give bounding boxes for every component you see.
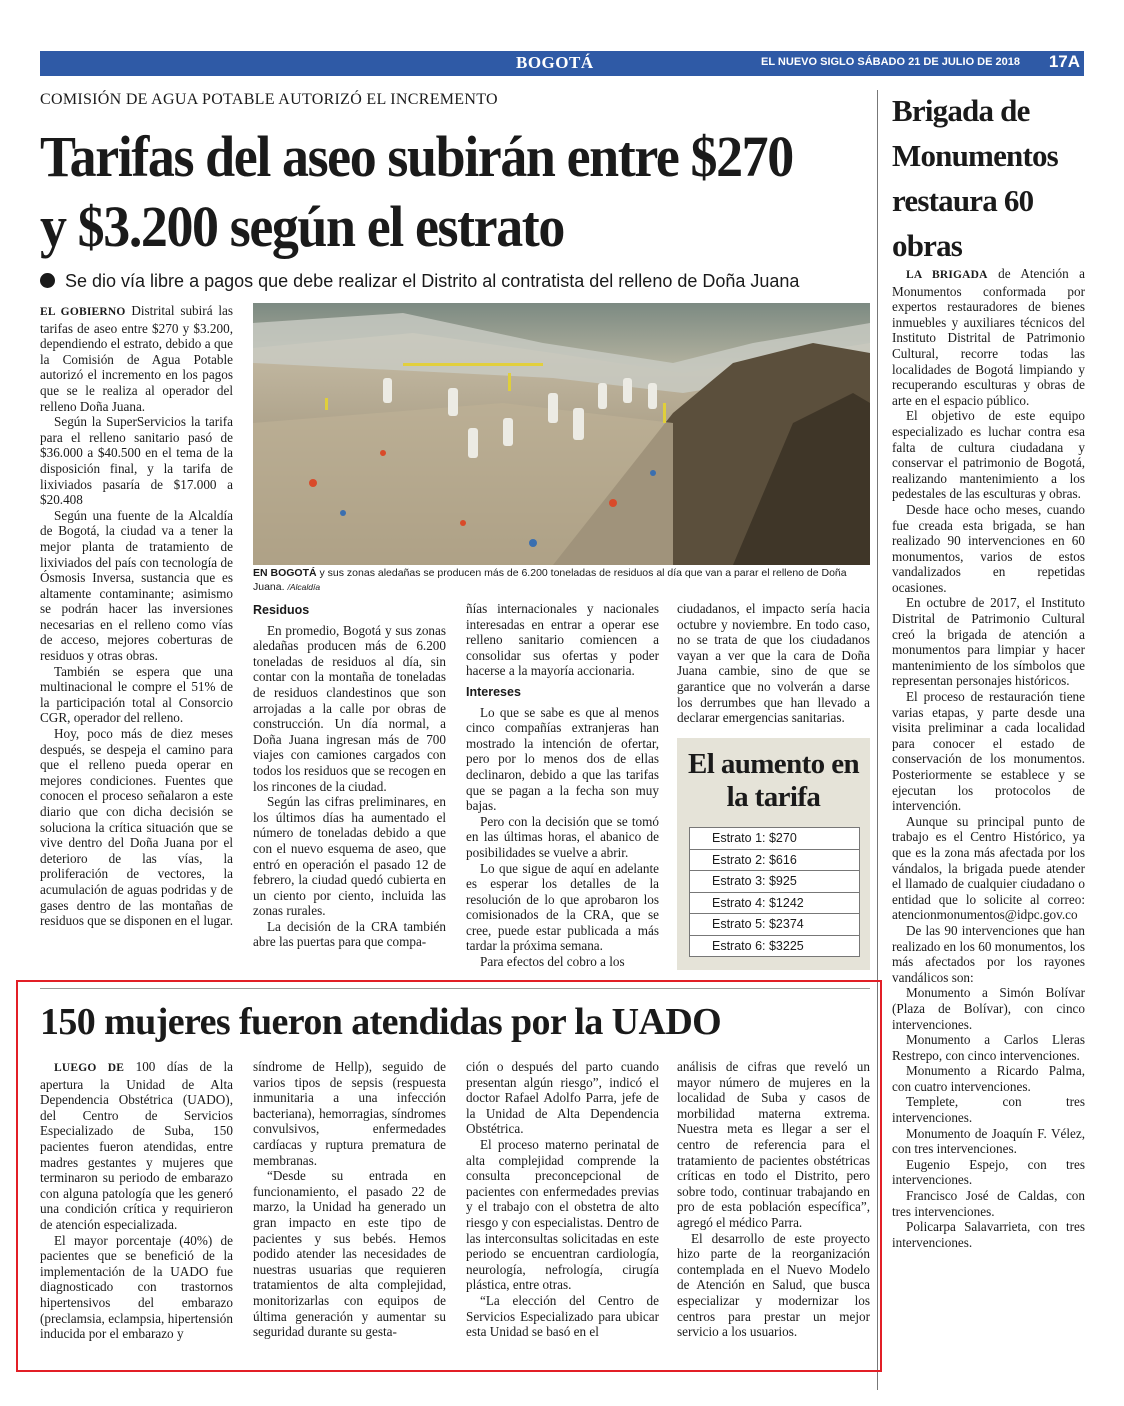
paragraph: ción o después del parto cuando presentan algún riesgo”, indicó el doctor Rafael Adolfo Parra, jefe de la Unidad de Alta Dependencia Obstétrica. — [466, 1059, 659, 1137]
paragraph: El proceso de restauración tiene varias etapas, y parte desde una visita preliminar a cada localidad para conocer el estado de conservación de los monumentos. Posteriormente se establece y se ejecutan los protocolos de intervención. — [892, 689, 1085, 814]
table-cell: Estrato 5: $2374 — [690, 914, 860, 936]
subheading: Residuos — [253, 603, 310, 617]
paragraph: síndrome de Hellp), seguido de varios tipos de sepsis (respuesta inmunitaria a una infección bacteriana), hemorragias, síndromes convulsivos, enfermedades cardíacas y ruptura prematura de membranas. — [253, 1059, 446, 1168]
paragraph: De las 90 intervenciones que han realizado en los 60 monumentos, los más afectados por los rayones vandálicos son: — [892, 922, 1085, 985]
paragraph: Monumento de Joaquín F. Vélez, con tres intervenciones. — [892, 1125, 1085, 1157]
paragraph: Según la SuperServicios la tarifa para el relleno sanitario pasó de $36.000 a $40.500 en el tema de la disposición final, y la tarifa de lixiviados pasaría de $17.000 a $20.408 — [40, 414, 233, 508]
paragraph: Francisco José de Caldas, con tres intervenciones. — [892, 1188, 1085, 1219]
table-row — [690, 849, 860, 871]
paragraph: Lo que se sabe es que al menos cinco compañías extranjeras han mostrado la intención de ofertar, pero por lo menos dos de ellas declinaron, debido a que las tarifas que se pagan a la fecha son muy bajas. — [466, 704, 659, 814]
paragraph: Lo que sigue de aquí en adelante es esperar los detalles de la resolución de lo que aprobaron los comisionados de la CRA, que se cree, puede estar publicada a más tardar la próxima semana. — [466, 860, 659, 954]
paragraph: También se espera que una multinacional le compre el 51% de la participación total al Consorcio CGR, operador del relleno. — [40, 663, 233, 726]
paragraph: Según las cifras preliminares, en los últimos días ha aumentado el número de toneladas debido a que con el nuevo esquema de aseo, que entró en operación el pasado 12 de febrero, la ciudad quedó cubierta en un ciento por ciento, incluida las zonas rurales. — [253, 794, 446, 919]
table-row — [690, 871, 860, 893]
section-name: BOGOTÁ — [516, 53, 594, 72]
infobox-title: El aumento en la tarifa — [687, 748, 860, 813]
side-story-headline: Brigada de Monumentos restaura 60 obras — [892, 93, 1058, 263]
paragraph: Templete, con tres intervenciones. — [892, 1094, 1085, 1126]
paragraph: Eugenio Espejo, con tres intervenciones. — [892, 1156, 1085, 1188]
paragraph: Pero con la decisión que se tomó en las últimas horas, el abanico de posibilidades se vuelve a abrir. — [466, 813, 659, 860]
lead-in: EL GOBIERNO — [40, 306, 126, 318]
paragraph: análisis de cifras que reveló un mayor número de mujeres en la localidad de Suba y casos de morbilidad materna extrema. Nuestra meta es llegar a ser el centro de referencia para el tratamiento de pacientes obstétricas críticas en todo el Distrito, pero sobre todo, continuar trabajando en pro de esta población específica”, agregó el médico Parra. — [677, 1059, 870, 1230]
paragraph: Para efectos del cobro a los — [480, 954, 625, 970]
paragraph: El proceso materno perinatal de alta complejidad comprende la consulta preconcepcional de pacientes con enfermedades previas y el trabajo con el obstetra de alto riesgo y con especialistas. Dentro de las interconsultas solicitadas en este periodo se encuentran cardiología, neurología, nefrología, cirugía plástica, entre otras. — [466, 1136, 659, 1293]
subhead-text: Se dio vía libre a pagos que debe realizar el Distrito al contratista del relleno de Doña Juana — [65, 271, 800, 291]
paragraph: “Desde su entrada en funcionamiento, el pasado 22 de marzo, la Unidad ha generado un gran impacto en este tipo de pacientes y sus bebés. Hemos podido atender las necesidades de nuestras usuarias que requieren tratamientos de alta complejidad, monitorizarlas con equipos de última generación y aumentar su seguridad durante su gesta- — [253, 1168, 446, 1340]
paragraph: En promedio, Bogotá y sus zonas aledañas producen más de 6.200 toneladas de residuos al día, sin contar con la montaña de toneladas de residuos clandestinos que son arrojadas a la calle por obras de construcción. Un día normal, a Doña Juana ingresan más de 700 viajes con camiones cargados con todos los residuos que se recogen en los rincones de la ciudad. — [253, 622, 446, 794]
newspaper-folio: EL NUEVO SIGLO SÁBADO 21 DE JULIO DE 2018 — [761, 56, 1020, 68]
main-headline: Tarifas del aseo subirán entre $270 y $3.200 según el estrato — [40, 124, 793, 259]
paragraph: ñías internacionales y nacionales interesadas en entrar a operar ese relleno sanitario comiencen a consolidar sus ofertas y poder hacerse a la mayoría accionaria. — [466, 601, 659, 679]
paragraph: ciudadanos, el impacto sería hacia octubre y noviembre. En todo caso, no se trata de que los ciudadanos vayan a ver que la cara de Doña Juana cambie, sino de que se garantice que no volverán a darse los derrumbes que han llevado a declarar emergencias sanitarias. — [677, 601, 870, 726]
table-cell: Estrato 3: $925 — [690, 871, 860, 893]
uado-column-1 — [40, 1059, 233, 1359]
paragraph: EL GOBIERNO Distrital subirá las tarifas de aseo entre $270 y $3.200, dependiendo el estrato, debido a que la Comisión de Agua Potable autorizó el incremento en los pagos que se le realiza al operador del relleno Doña Juana. — [40, 303, 233, 414]
paragraph: Monumento a Carlos Lleras Restrepo, con cinco intervenciones. — [892, 1032, 1085, 1063]
paragraph: Hoy, poco más de diez meses después, se despeja el camino para que el relleno pueda operar en mejores condiciones. Fuentes que conocen el proceso señalaron a este diario que con dicha decisión se soluciona la crítica situación que se vive dentro del Doña Juana por el deterioro de las vías, la proliferación de vectores, la acumulación de aguas podridas y de gases dentro de las montañas de residuos que se disponen en el lugar. — [40, 726, 233, 929]
lead-in: LA BRIGADA — [906, 269, 988, 281]
table-cell: Estrato 6: $3225 — [690, 935, 860, 957]
story-kicker: COMISIÓN DE AGUA POTABLE AUTORIZÓ EL INCREMENTO — [40, 91, 498, 108]
uado-column-3 — [466, 1059, 659, 1359]
main-story-column-1 — [40, 303, 233, 975]
landfill-photo-image — [253, 303, 870, 565]
paragraph: Monumento a Simón Bolívar (Plaza de Bolívar), con cinco intervenciones. — [892, 985, 1085, 1032]
tariff-table — [689, 827, 860, 957]
story-separator — [40, 988, 870, 989]
paragraph: LUEGO DE 100 días de la apertura la Unidad de Alta Dependencia Obstétrica (UADO), del Centro de Servicios Especializado de Suba, 150 pacientes fueron atendidas, entre madres gestantes y mujeres que terminaron su periodo de embarazo con alguna patología que les generó una condición crítica y requirieron de atención especializada. — [40, 1059, 233, 1232]
table-row — [690, 892, 860, 914]
paragraph: “La elección del Centro de Servicios Especializado para ubicar esta Unidad se basó en el — [466, 1292, 659, 1340]
table-row — [690, 828, 860, 850]
landfill-photo — [253, 303, 870, 565]
uado-column-2 — [253, 1059, 446, 1359]
paragraph: Aunque su principal punto de trabajo es el Centro Histórico, ya que es la zona más afectada por los vándalos, la brigada puede atender el llamado de cualquier ciudadano o entidad que lo solicite al correo: atencionmonumentos@idpc.gov.co — [892, 813, 1085, 923]
table-cell: Estrato 1: $270 — [690, 828, 860, 850]
tariff-infobox — [677, 738, 870, 970]
paragraph: Según una fuente de la Alcaldía de Bogotá, la ciudad va a tener la mejor planta de tratamiento de lixiviados del país con tecnología de Ósmosis Inversa, sustancia que es altamente contaminante; asimismo se podrán hacer las inversiones necesarias en el relleno como vías de acceso, mejores coberturas de residuos y otras obras. — [40, 507, 233, 664]
paragraph: Policarpa Salavarrieta, con tres intervenciones. — [892, 1219, 1085, 1250]
main-story-column-2 — [253, 601, 446, 973]
lead-in: LUEGO DE — [54, 1062, 125, 1074]
paragraph: El objetivo de este equipo especializado es luchar contra esa falta de cultura ciudadana y conservar el patrimonio de Bogotá, realizando mantenimiento a los pedestales de las esculturas y obras. — [892, 408, 1085, 502]
photo-caption: EN BOGOTÁ y sus zonas aledañas se producen más de 6.200 toneladas de residuos al día que van a parar el relleno de Doña Juana. /Alcaldía — [253, 567, 847, 593]
page-number: 17A — [1048, 52, 1080, 71]
paragraph: La decisión de la CRA también abre las puertas para que compa- — [253, 918, 446, 950]
section-header-bar — [40, 51, 1084, 76]
uado-column-4 — [677, 1059, 870, 1359]
paragraph: Monumento a Ricardo Palma, con cuatro intervenciones. — [892, 1063, 1085, 1094]
table-cell: Estrato 2: $616 — [690, 849, 860, 871]
main-story-column-4 — [677, 601, 870, 731]
paragraph: LA BRIGADA de Atención a Monumentos conformada por expertos restauradores de bienes inmuebles y auxiliares técnicos del Instituto Distrital de Patrimonio Cultural, recorre todas las localidades de Bogotá limpiando y recuperando esculturas y obras de arte en el espacio público. — [892, 266, 1085, 408]
main-story-column-3 — [466, 601, 659, 973]
paragraph: El mayor porcentaje (40%) de pacientes que se benefició de la implementación de la UADO fue diagnosticado con trastornos hipertensivos del embarazo (preclamsia, eclampsia, hipertensión inducida por el embarazo y — [40, 1232, 233, 1342]
paragraph: En octubre de 2017, el Instituto Distrital de Patrimonio Cultural creó la brigada de atención a monumentos para limpiar y hacer mantenimiento de los símbolos que representan personajes históricos. — [892, 595, 1085, 689]
side-story-column — [892, 266, 1085, 1396]
story-subhead — [40, 271, 799, 292]
photo-credit: /Alcaldía — [287, 581, 321, 592]
table-row — [690, 914, 860, 936]
bullet-icon — [40, 273, 55, 288]
paragraph: El desarrollo de este proyecto hizo parte de la reorganización contemplada en el Nuevo Modelo de Atención en Salud, que busca especializar y modernizar los centros para prestar un mejor servicio a los usuarios. — [677, 1230, 870, 1340]
subheading: Intereses — [466, 684, 521, 699]
uado-headline: 150 mujeres fueron atendidas por la UADO — [40, 1001, 722, 1043]
table-cell: Estrato 4: $1242 — [690, 892, 860, 914]
caption-lead: EN BOGOTÁ — [253, 567, 317, 579]
table-row — [690, 935, 860, 957]
paragraph: Desde hace ocho meses, cuando fue creada esta brigada, se han realizado 90 intervenciones en 60 monumentos, varios de estos vandalizados en repetidas ocasiones. — [892, 501, 1085, 595]
